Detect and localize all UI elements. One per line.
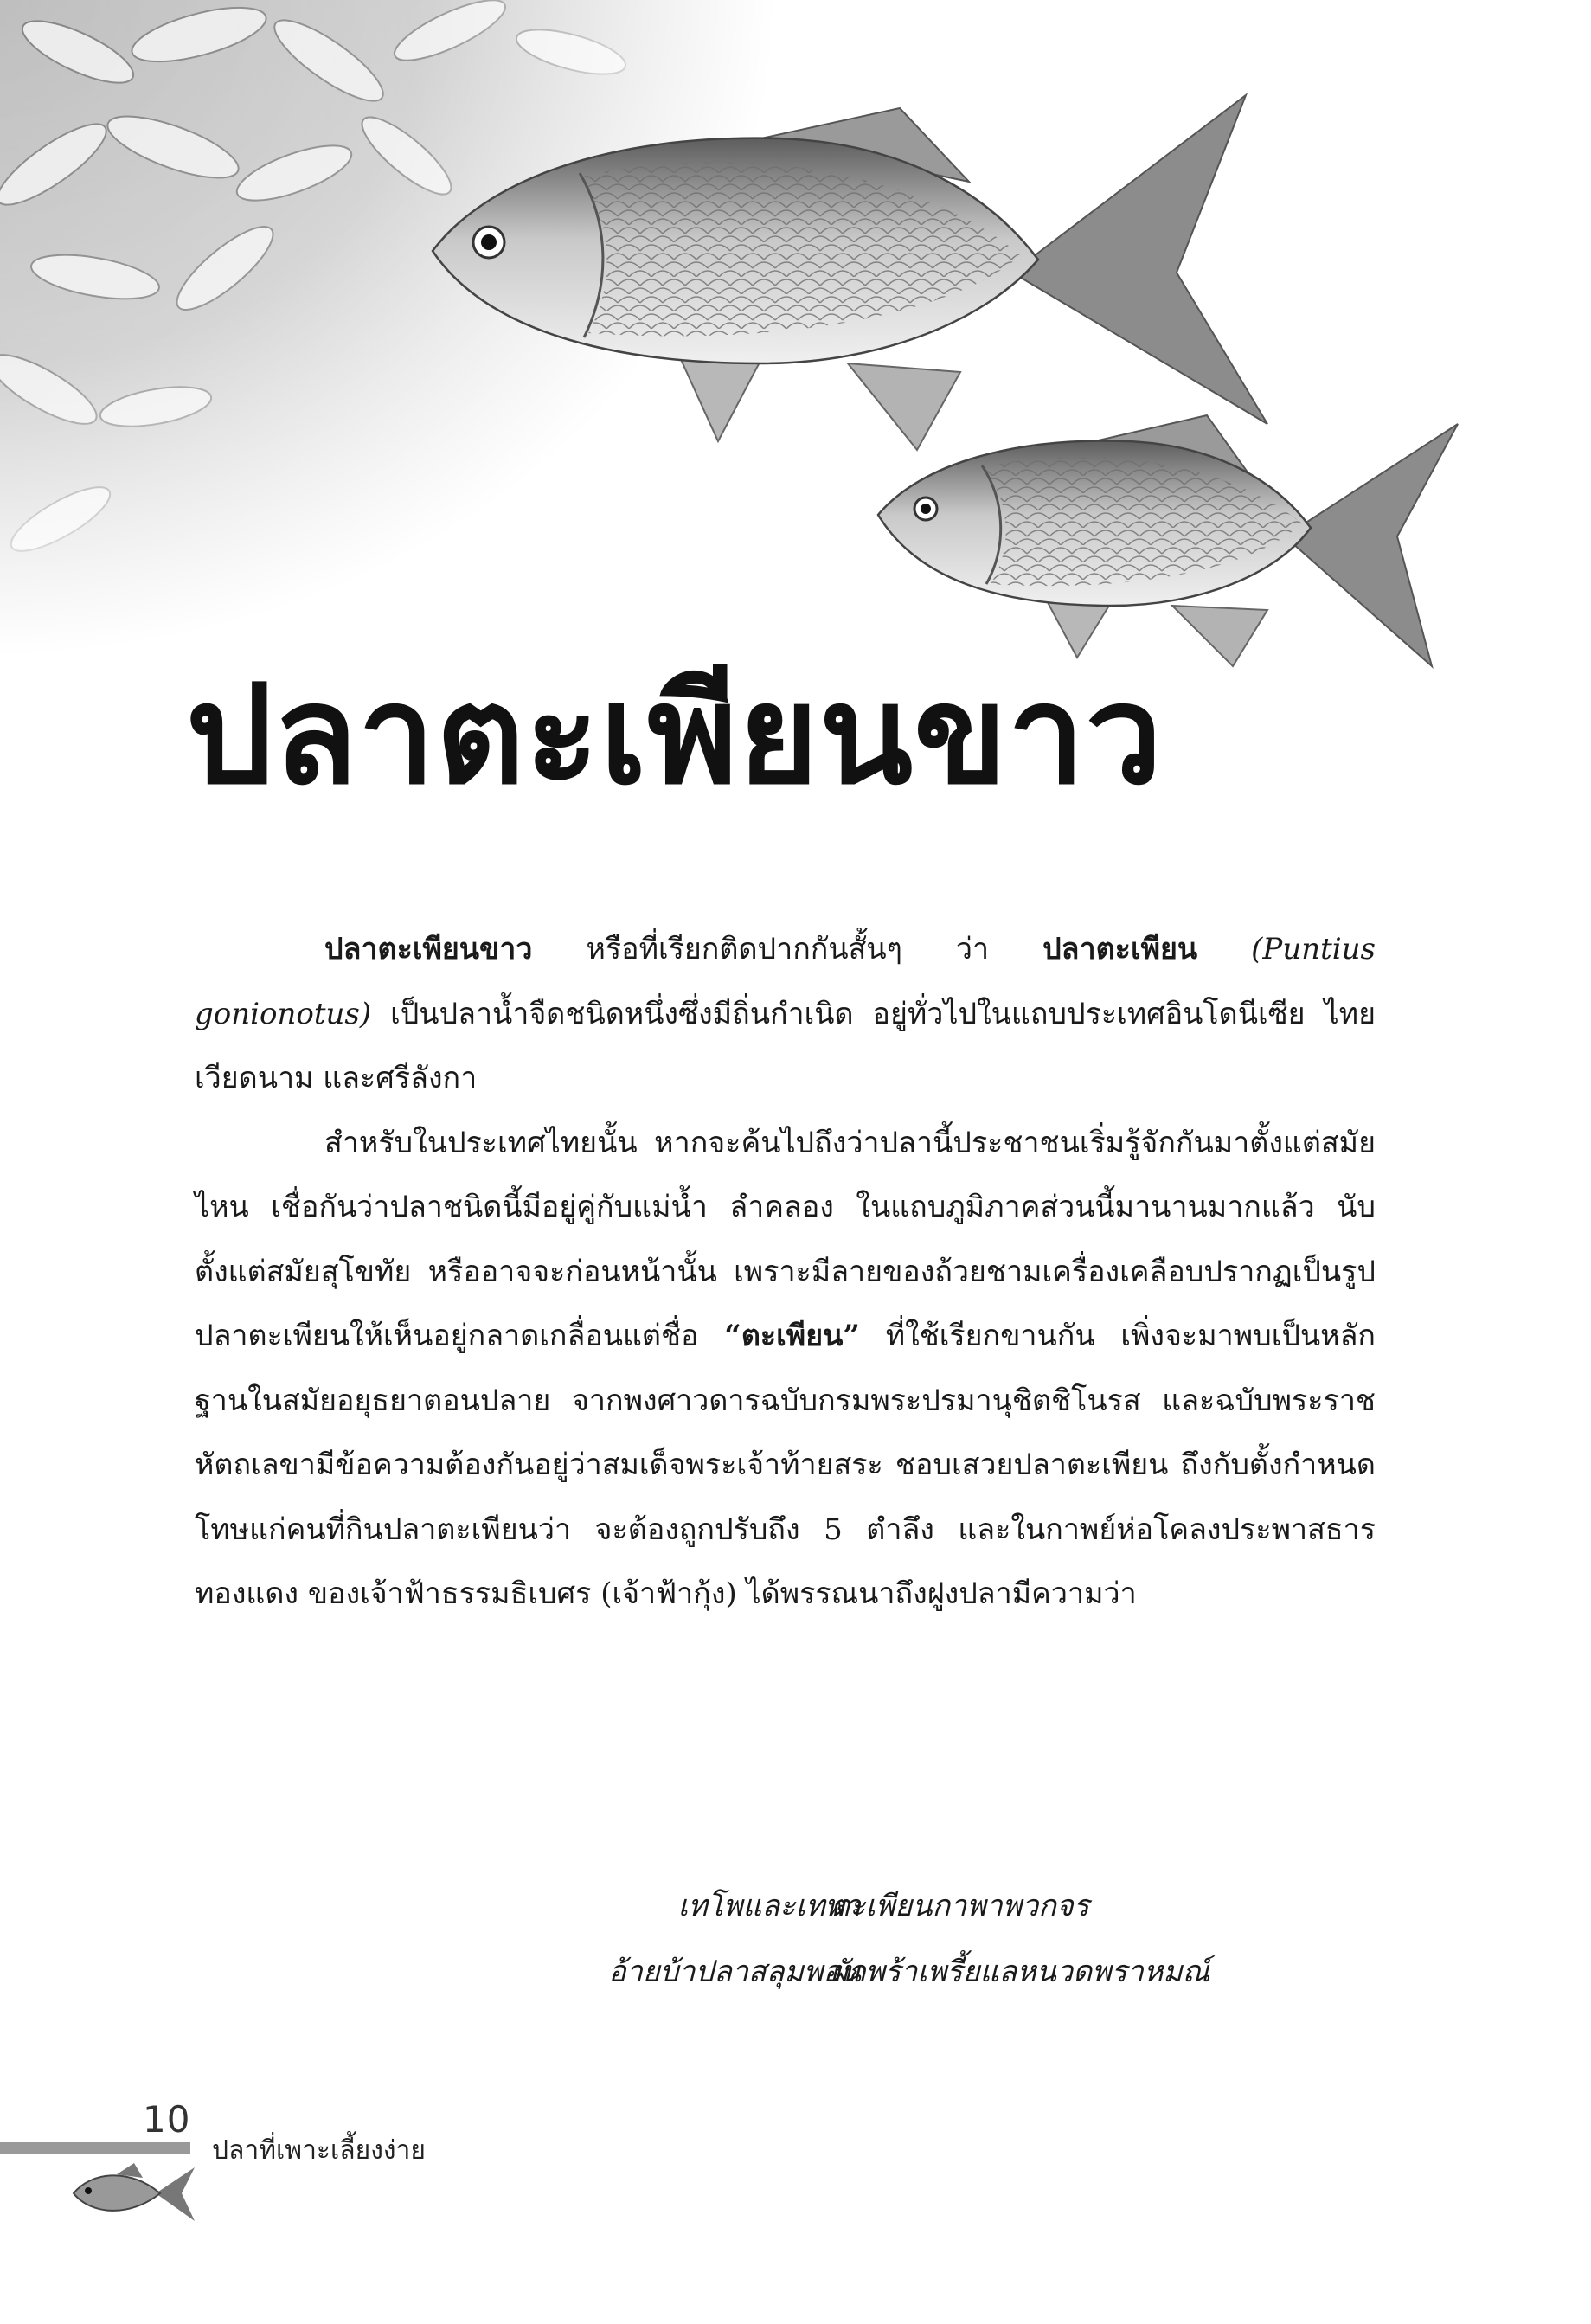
- poem-verse-left: เทโพและเทพา: [677, 1889, 861, 1923]
- silver-barb-fish-small: [869, 407, 1475, 684]
- paragraph-text: [1197, 932, 1251, 966]
- bold-term: ปลาตะเพียน: [1042, 932, 1198, 966]
- article-body: [195, 917, 1376, 1627]
- paragraph-text: สำหรับในประเทศไทยนั้น หากจะค้นไปถึงว่าปลานี้ประชาชนเริ่มรู้จักกันมาตั้งแต่สมัยไหน เชื่อกันว่าปลาชนิดนี้มีอยู่คู่กับแม่น้ำ ลำคลอง ในแถบภูมิภาคส่วนนี้มานานมากแล้ว นับตั้งแต่สมัยสุโขทัย หรืออาจจะก่อนหน้านั้น เพราะมีลายของถ้วยชามเครื่องเคลือบปรากฏเป็นรูปปลาตะเพียนให้เห็นอยู่กลาดเกลื่อนแต่ชื่อ: [195, 1125, 1376, 1353]
- page-number: 10: [143, 2098, 191, 2141]
- page-title: ปลาตะเพียนขาว: [186, 655, 1164, 815]
- poem-verse-right: ผักพร้าเพรี้ยแลหนวดพราหมณ์: [831, 1955, 1210, 1989]
- paragraph-text: เป็นปลาน้ำจืดชนิดหนึ่งซึ่งมีถิ่นกำเนิด อยู่ทั่วไปในแถบประเทศอินโดนีเซีย ไทย เวียดนาม และศรีลังกา: [195, 996, 1376, 1095]
- paragraph-text: ที่ใช้เรียกขานกัน เพิ่งจะมาพบเป็นหลักฐานในสมัยอยุธยาตอนปลาย จากพงศาวดารฉบับกรมพระปรมานุชิตชิโนรส และฉบับพระราชหัตถเลขามีข้อความต้องกันอยู่ว่าสมเด็จพระเจ้าท้ายสระ ชอบเสวยปลาตะเพียน ถึงกับตั้งกำหนดโทษแก่คนที่กินปลาตะเพียนว่า จะต้องถูกปรับถึง 5 ตำลึง และในกาพย์ห่อโคลงประพาสธารทองแดง ของเจ้าฟ้าธรรมธิเบศร (เจ้าฟ้ากุ้ง) ได้พรรณนาถึงฝูงปลามีความว่า: [195, 1319, 1376, 1611]
- poem-verse-right: ตะเพียนกาพาพวกจร: [831, 1889, 1089, 1923]
- poem-line: [195, 1882, 1406, 1948]
- fish-icon: [69, 2159, 199, 2228]
- book-title: ปลาที่เพาะเลี้ยงง่าย: [212, 2135, 426, 2166]
- bold-term: “ตะเพียน”: [724, 1319, 860, 1353]
- poem-line: [195, 1948, 1406, 2013]
- scientific-name: (Puntius gonionotus): [195, 932, 1376, 1031]
- poem-verse-left: อ้ายบ้าปลาสลุมพอน: [608, 1955, 861, 1989]
- body-paragraph: [195, 917, 1376, 1111]
- paragraph-text: หรือที่เรียกติดปากกันสั้นๆ ว่า: [532, 932, 1043, 966]
- bold-term: ปลาตะเพียนขาว: [324, 932, 533, 966]
- body-paragraph: [195, 1111, 1376, 1627]
- footer-rule: [0, 2142, 190, 2154]
- poem-verse: [195, 1882, 1406, 2013]
